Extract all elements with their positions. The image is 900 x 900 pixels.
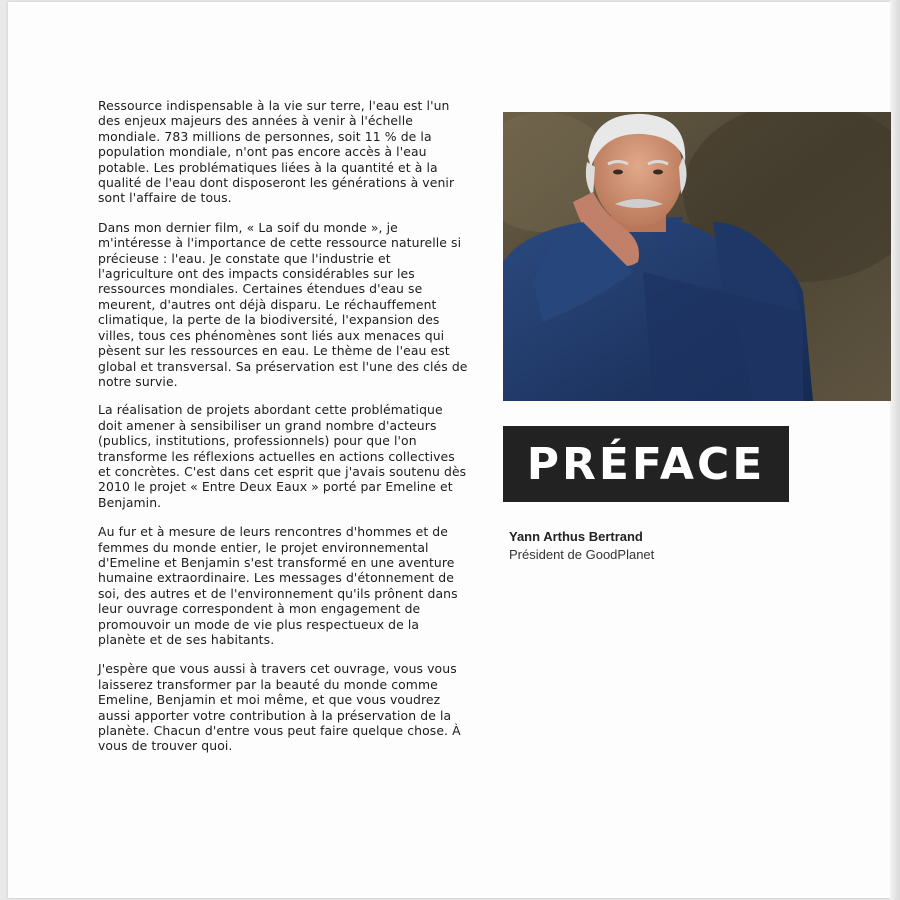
page-edge-shadow: [890, 0, 900, 900]
preface-title: PRÉFACE: [526, 438, 766, 490]
portrait-illustration: [503, 112, 891, 401]
preface-paragraph-3: La réalisation de projets abordant cette problématique doit amener à sensibiliser un grand nombre d'acteurs (publics, institutions, professionnels) pour que l'on transforme les réflexions actuelles en actions collectives et concrètes. C'est dans cet esprit que j'avais soutenu dès 2010 le projet « Entre Deux Eaux » porté par Emeline et Benjamin.: [98, 402, 467, 510]
author-name: Yann Arthus Bertrand: [509, 529, 643, 544]
author-portrait-photo: [503, 112, 891, 401]
author-role: Président de GoodPlanet: [509, 547, 655, 562]
preface-paragraph-2: Dans mon dernier film, « La soif du monde », je m'intéresse à l'importance de cette ressource naturelle si précieuse : l'eau. Je constate que l'industrie et l'agriculture ont des impacts considérables sur les ressources mondiales. Certaines étendues d'eau se meurent, d'autres ont déjà disparu. Le réchauffement climatique, la perte de la biodiversité, l'expansion des villes, tous ces phénomènes sont liés aux menaces qui pèsent sur les ressources en eau. Le thème de l'eau est global et transversal. Sa préservation est l'une des clés de notre survie.: [98, 219, 468, 389]
preface-paragraph-1: Ressource indispensable à la vie sur terre, l'eau est l'un des enjeux majeurs des années à venir à l'échelle mondiale. 783 millions de personnes, soit 11 % de la population mondiale, n'ont pas encore accès à l'eau potable. Les problématiques liées à la quantité et à la qualité de l'eau dont disposeront les générations à venir sont l'affaire de tous.: [98, 98, 455, 206]
preface-paragraph-5: J'espère que vous aussi à travers cet ouvrage, vous vous laisserez transformer par la beauté du monde comme Emeline, Benjamin et moi même, et que vous voudrez aussi apporter votre contribution à la préservation de la planète. Chacun d'entre vous peut faire quelque chose. À vous de trouver quoi.: [98, 661, 461, 754]
preface-title-banner: [503, 426, 789, 502]
preface-paragraph-4: Au fur et à mesure de leurs rencontres d'hommes et de femmes du monde entier, le projet environnemental d'Emeline et Benjamin s'est transformé en une aventure humaine extraordinaire. Les messages d'étonnement de soi, des autres et de l'environnement qu'ils prônent dans leur ouvrage correspondent à mon engagement de promouvoir un mode de vie plus respectueux de la planète et de ses habitants.: [98, 524, 458, 647]
preface-body: [98, 98, 468, 768]
